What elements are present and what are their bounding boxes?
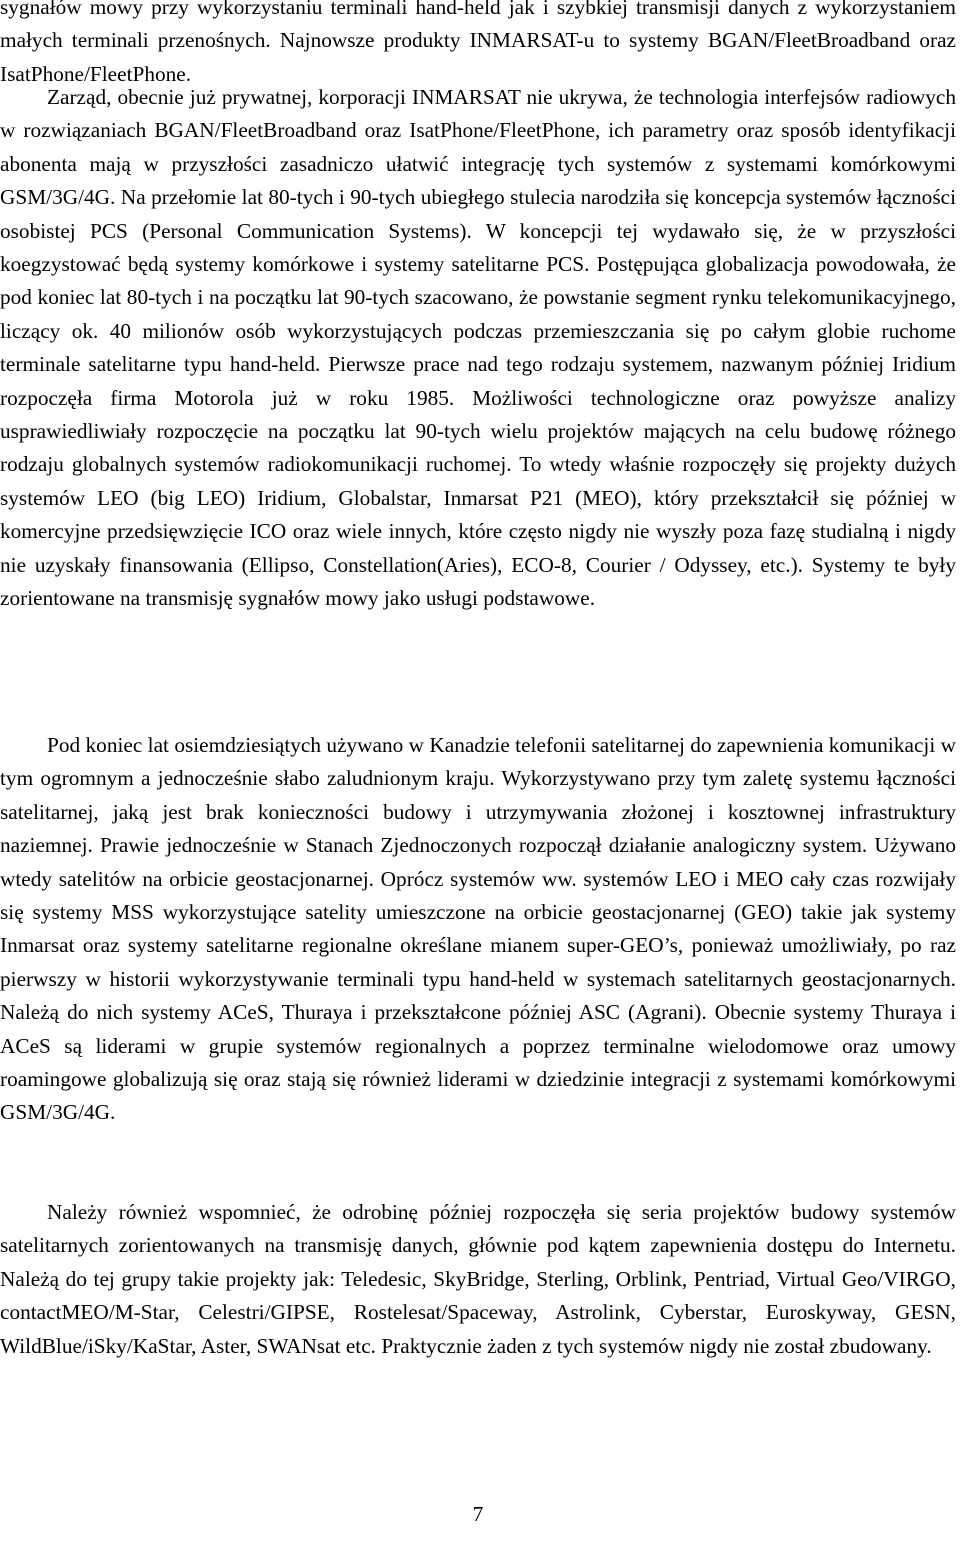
paragraph-data-systems: Należy również wspomnieć, że odrobinę później rozpoczęła się seria projektów budowy systemów satelitarnych zorientowanych na transmisję danych, głównie pod kątem zapewnienia dostępu do Internetu. Należą do tej grupy takie projekty jak: Teledesic, SkyBridge, Sterling, Orblink, Pentriad, Virtual Geo/VIRGO, contactMEO/M-Star, Celestri/GIPSE, Rostelesat/Spaceway, Astrolink, Cyberstar, Euroskyway, GESN, WildBlue/iSky/KaStar, Aster, SWANsat etc. Praktycznie żaden z tych systemów nigdy nie został zbudowany. bbox=[0, 1200, 956, 1358]
paragraph-inmarsat-pcs: Zarząd, obecnie już prywatnej, korporacji INMARSAT nie ukrywa, że technologia interfejsów radiowych w rozwiązaniach BGAN/FleetBroadband oraz IsatPhone/FleetPhone, ich parametry oraz sposób identyfikacji abonenta mają w przyszłości zasadniczo ułatwić integrację tych systemów z systemami komórkowymi GSM/3G/4G. Na przełomie lat 80-tych i 90-tych ubiegłego stulecia narodziła się koncepcja systemów łączności osobistej PCS (Personal Communication Systems). W koncepcji tej wydawało się, że w przyszłości koegzystować będą systemy komórkowe i systemy satelitarne PCS. Postępująca globalizacja powodowała, że pod koniec lat 80-tych i na początku lat 90-tych szacowano, że powstanie segment rynku telekomunikacyjnego, liczący ok. 40 milionów osób wykorzystujących podczas przemieszczania się po całym globie ruchome terminale satelitarne typu hand-held. Pierwsze prace nad tego rodzaju systemem, nazwanym później Iridium rozpoczęła firma Motorola już w roku 1985. Możliwości technologiczne oraz powyższe analizy usprawiedliwiały rozpoczęcie na początku lat 90-tych wielu projektów mających na celu budowę różnego rodzaju globalnych systemów radiokomunikacji ruchomej. To wtedy właśnie rozpoczęły się projekty dużych systemów LEO (big LEO) Iridium, Globalstar, Inmarsat P21 (MEO), który przekształcił się później w komercyjne przedsięwzięcie ICO oraz wiele innych, które często nigdy nie wyszły poza fazę studialną i nigdy nie uzyskały finansowania (Ellipso, Constellation(Aries), ECO-8, Courier / Odyssey, etc.). Systemy te były zorientowane na transmisję sygnałów mowy jako usługi podstawowe. bbox=[0, 85, 956, 611]
paragraph-canada-geo: Pod koniec lat osiemdziesiątych używano w Kanadzie telefonii satelitarnej do zapewnienia komunikacji w tym ogromnym a jednocześnie słabo zaludnionym kraju. Wykorzystywano przy tym zaletę systemu łączności satelitarnej, jaką jest brak konieczności budowy i utrzymywania złożonej i kosztownej infrastruktury naziemnej. Prawie jednocześnie w Stanach Zjednoczonych rozpoczął działanie analogiczny system. Używano wtedy satelitów na orbicie geostacjonarnej. Oprócz systemów ww. systemów LEO i MEO cały czas rozwijały się systemy MSS wykorzystujące satelity umieszczone na orbicie geostacjonarnej (GEO) takie jak systemy Inmarsat oraz systemy satelitarne regionalne określane mianem super-GEO’s, ponieważ umożliwiały, po raz pierwszy w historii wykorzystywanie terminali typu hand-held w systemach satelitarnych geostacjonarnych. Należą do nich systemy ACeS, Thuraya i przekształcone później ASC (Agrani). Obecnie systemy Thuraya i ACeS są liderami w grupie systemów regionalnych a poprzez terminalne wielodomowe oraz umowy roamingowe globalizują się oraz stają się również liderami w dziedzinie integracji z systemami komórkowymi GSM/3G/4G. bbox=[0, 733, 956, 1125]
paragraph-continuation: sygnałów mowy przy wykorzystaniu terminali hand-held jak i szybkiej transmisji danych z wykorzystaniem małych terminali przenośnych. Najnowsze produkty INMARSAT-u to systemy BGAN/FleetBroadband oraz IsatPhone/FleetPhone. bbox=[0, 0, 956, 86]
page-number: 7 bbox=[472, 1502, 484, 1526]
